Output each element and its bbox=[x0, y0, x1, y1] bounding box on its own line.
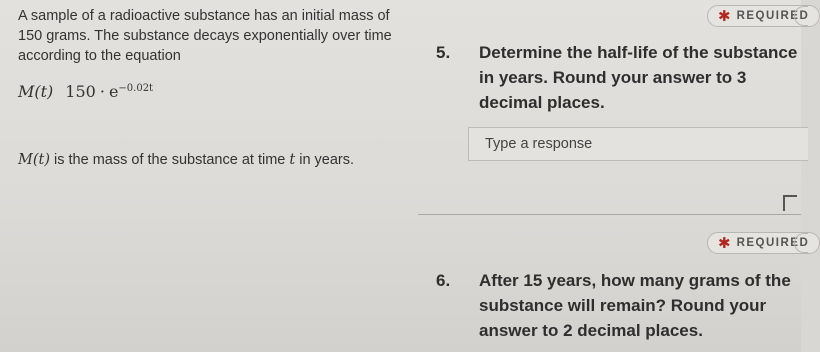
mass-definition-text-b: in years. bbox=[295, 152, 355, 168]
question-text-line: in years. Round your answer to 3 bbox=[479, 68, 747, 87]
equation-lhs: M(t) bbox=[18, 82, 54, 101]
stimulus-panel bbox=[18, 6, 418, 168]
question-text-line: decimal places. bbox=[479, 93, 605, 112]
response-input[interactable] bbox=[468, 127, 808, 161]
question-divider bbox=[418, 214, 801, 215]
required-badge-label: REQUIRED bbox=[736, 237, 810, 249]
question-text-line: answer to 2 decimal places. bbox=[479, 321, 703, 340]
mass-definition-var: M(t) bbox=[18, 152, 50, 168]
question-number: 5. bbox=[436, 43, 451, 62]
decay-equation bbox=[18, 82, 153, 101]
question-text-line: substance will remain? Round your bbox=[479, 296, 767, 315]
question-text-line: After 15 years, how many grams of the bbox=[479, 271, 791, 290]
asterisk-icon: ✱ bbox=[718, 234, 731, 252]
equation-coefficient: 150 bbox=[65, 82, 96, 101]
side-toggle-q6[interactable] bbox=[794, 233, 808, 253]
response-placeholder: Type a response bbox=[485, 136, 593, 152]
mass-definition-text-a: is the mass of the substance at time bbox=[50, 152, 290, 168]
asterisk-icon: ✱ bbox=[718, 7, 731, 25]
questions-panel bbox=[418, 0, 810, 352]
question-6 bbox=[436, 268, 801, 348]
mass-definition bbox=[18, 152, 354, 168]
equation-exponent: −0.02t bbox=[118, 83, 154, 94]
question-number: 6. bbox=[436, 271, 451, 290]
side-toggle-q5[interactable] bbox=[794, 6, 808, 26]
equation-dot: · bbox=[99, 82, 105, 101]
question-text-line: Determine the half-life of the substance bbox=[479, 43, 798, 62]
flag-icon[interactable] bbox=[783, 195, 797, 211]
question-5 bbox=[436, 40, 801, 120]
stimulus-text: A sample of a radioactive substance has an initial mass of 150 grams. The substance decays exponentially over time according to the equation bbox=[18, 8, 392, 64]
mass-definition-t: t bbox=[289, 152, 296, 168]
required-badge-label: REQUIRED bbox=[736, 10, 810, 22]
equation-base: e bbox=[108, 82, 119, 101]
